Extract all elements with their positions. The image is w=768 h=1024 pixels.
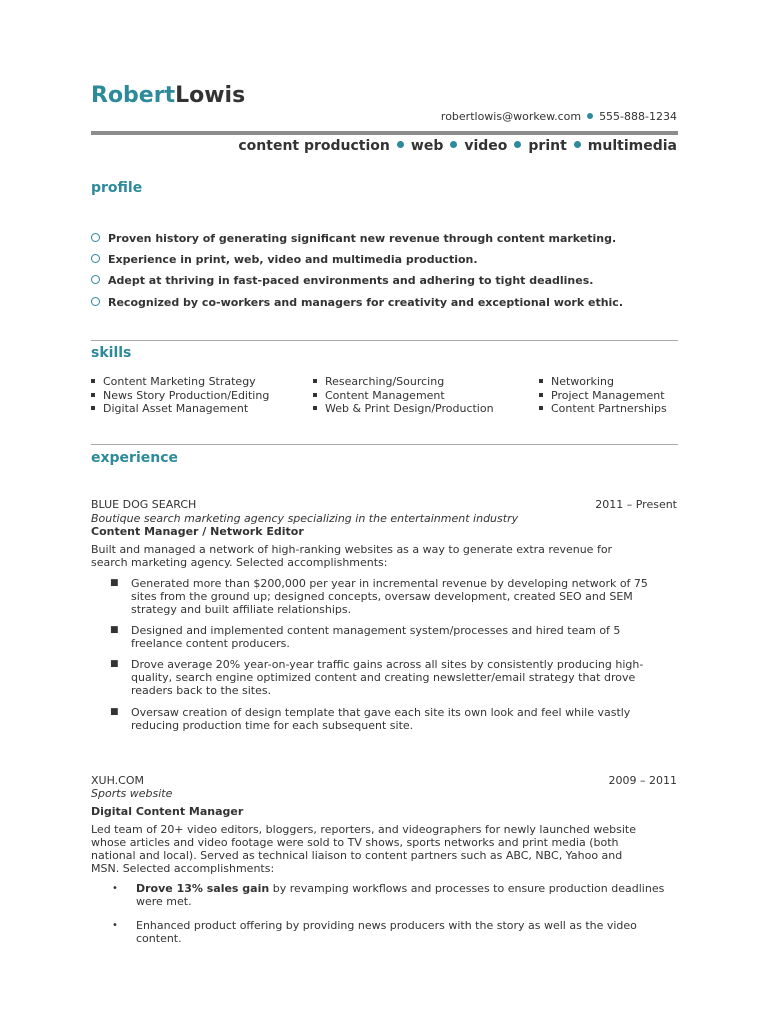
square-bullet-icon [91,379,95,383]
job-bullet: Generated more than $200,000 per year in incremental revenue by developing network of 75 sites from the ground up; designed concepts, oversaw development, created SEO and SEM strategy and built affiliate relationships. [131,577,648,616]
job-title: Content Manager / Network Editor [91,525,304,538]
section-divider [91,340,678,341]
tagline [238,137,677,155]
candidate-name [91,82,245,110]
square-bullet-icon [91,393,95,397]
square-bullet-icon: ■ [110,659,119,669]
skill-item: Content Partnerships [539,402,667,416]
square-bullet-icon [313,379,317,383]
skill-item: Content Management [313,389,494,403]
skill-item: News Story Production/Editing [91,389,269,403]
round-bullet-icon: • [112,883,118,894]
square-bullet-icon [313,393,317,397]
tagline-item: print [528,138,567,154]
circle-bullet-icon [91,297,100,306]
job-summary: Built and managed a network of high-ranking websites as a way to generate extra revenue for search marketing agency. Selected accomplishments: [91,543,613,569]
job-bullet: Oversaw creation of design template that gave each site its own look and feel while vastly reducing production time for each subsequent site. [131,706,631,732]
contact-line [441,110,677,124]
circle-bullet-icon [91,233,100,242]
job-summary: Led team of 20+ video editors, bloggers, reporters, and videographers for newly launched website whose articles and video footage were sold to TV shows, sports networks and print media (both national and local). Served as technical liaison to content partners such as ABC, NBC, Yahoo and MSN. Selected accomplishments: [91,823,637,875]
dot-separator-icon [450,141,457,148]
job-dates: 2009 – 2011 [608,774,677,787]
dot-separator-icon [514,141,521,148]
square-bullet-icon [539,379,543,383]
job-bullet: Designed and implemented content management system/processes and hired team of 5 freelance content producers. [131,624,621,650]
tagline-item: multimedia [587,138,677,154]
round-bullet-icon: • [112,920,118,931]
profile-item: Experience in print, web, video and multimedia production. [91,253,478,267]
profile-item: Recognized by co-workers and managers for creativity and exceptional work ethic. [91,296,623,310]
skills-column [539,375,667,416]
header-divider [91,131,678,135]
skills-column [313,375,494,416]
phone: 555-888-1234 [599,110,677,123]
profile-item: Adept at thriving in fast-paced environments and adhering to tight deadlines. [91,274,593,288]
profile-item: Proven history of generating significant new revenue through content marketing. [91,232,616,246]
skill-item: Digital Asset Management [91,402,269,416]
job-bullet: Drove average 20% year-on-year traffic gains across all sites by consistently producing high-quality, search engine optimized content and creating newsletter/email strategy that drove readers back to the sites. [131,658,644,697]
square-bullet-icon [539,406,543,410]
skill-item: Researching/Sourcing [313,375,494,389]
job-dates: 2011 – Present [595,498,677,511]
job-bullet: Drove 13% sales gain by revamping workflows and processes to ensure production deadlines were met. [136,882,665,908]
job-bullet: Enhanced product offering by providing news producers with the story as well as the video content. [136,919,637,945]
job-company: BLUE DOG SEARCH [91,498,197,511]
circle-bullet-icon [91,254,100,263]
last-name: Lowis [175,83,246,108]
skill-item: Content Marketing Strategy [91,375,269,389]
skill-item: Web & Print Design/Production [313,402,494,416]
first-name: Robert [91,83,176,108]
email: robertlowis@workew.com [440,110,582,123]
skill-item: Project Management [539,389,667,403]
tagline-item: web [410,138,444,154]
square-bullet-icon [91,406,95,410]
square-bullet-icon: ■ [110,578,119,588]
square-bullet-icon [313,406,317,410]
experience-heading: experience [91,450,179,466]
section-divider [91,444,678,445]
tagline-item: content production [238,138,390,154]
skills-column [91,375,269,416]
skill-item: Networking [539,375,667,389]
job-description: Sports website [91,787,173,800]
job-description: Boutique search marketing agency specializing in the entertainment industry [91,512,519,525]
dot-separator-icon [574,141,581,148]
dot-separator-icon [397,141,404,148]
profile-heading: profile [91,180,143,196]
job-company: XUH.COM [91,774,144,787]
dot-separator-icon [587,113,593,119]
circle-bullet-icon [91,275,100,284]
square-bullet-icon: ■ [110,707,119,717]
job-title: Digital Content Manager [91,805,244,818]
tagline-item: video [464,138,508,154]
square-bullet-icon [539,393,543,397]
square-bullet-icon: ■ [110,625,119,635]
skills-heading: skills [91,345,132,361]
